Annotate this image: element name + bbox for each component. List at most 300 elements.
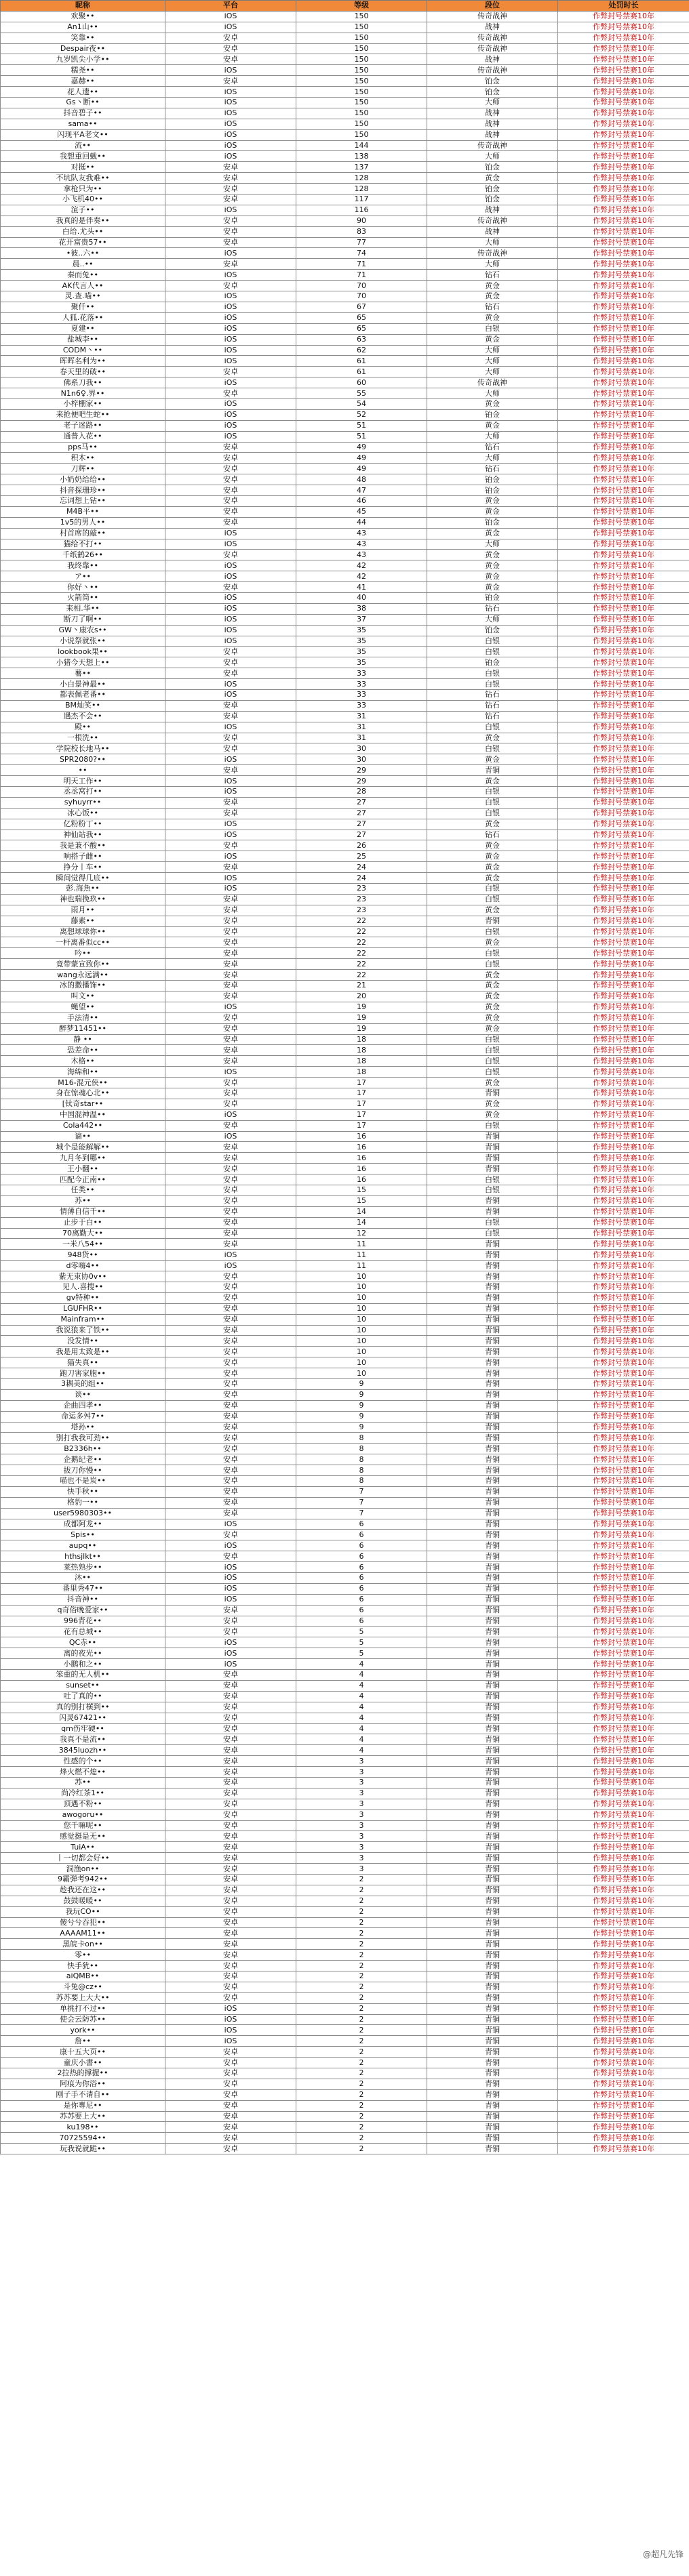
table-row: [1, 528, 689, 539]
table-row: [1, 1067, 689, 1078]
nickname-cell: 黑皖卡on••: [1, 1939, 165, 1950]
penalty-cell: 作弊封号禁赛10年: [558, 485, 689, 496]
table-row: [1, 819, 689, 830]
table-row: [1, 2003, 689, 2014]
rank-cell: 青铜: [427, 1389, 558, 1400]
nickname-cell: An1山••: [1, 22, 165, 33]
table-row: [1, 1562, 689, 1573]
level-cell: 150: [296, 11, 427, 22]
platform-cell: iOS: [165, 98, 296, 108]
platform-cell: 安卓: [165, 916, 296, 926]
platform-cell: 安卓: [165, 195, 296, 205]
rank-cell: 黄金: [427, 905, 558, 916]
level-cell: 8: [296, 1454, 427, 1465]
level-cell: 3: [296, 1864, 427, 1875]
platform-cell: iOS: [165, 345, 296, 356]
penalty-cell: 作弊封号禁赛10年: [558, 560, 689, 571]
penalty-cell: 作弊封号禁赛10年: [558, 550, 689, 560]
platform-cell: 安卓: [165, 808, 296, 819]
table-row: [1, 1389, 689, 1400]
penalty-cell: 作弊封号禁赛10年: [558, 1389, 689, 1400]
table-row: [1, 173, 689, 184]
penalty-cell: 作弊封号禁赛10年: [558, 1594, 689, 1605]
level-cell: 3: [296, 1788, 427, 1799]
rank-cell: 青铜: [427, 1379, 558, 1390]
nickname-cell: 我终靠••: [1, 560, 165, 571]
penalty-cell: 作弊封号禁赛10年: [558, 1034, 689, 1045]
level-cell: 25: [296, 851, 427, 862]
table-row: [1, 485, 689, 496]
level-cell: 150: [296, 87, 427, 98]
table-row: [1, 312, 689, 323]
rank-cell: 铂金: [427, 657, 558, 668]
platform-cell: iOS: [165, 2014, 296, 2025]
nickname-cell: 冰心饭••: [1, 808, 165, 819]
table-row: [1, 54, 689, 65]
platform-cell: 安卓: [165, 582, 296, 593]
rank-cell: 青铜: [427, 2089, 558, 2100]
platform-cell: 安卓: [165, 657, 296, 668]
rank-cell: 青铜: [427, 1325, 558, 1336]
platform-cell: iOS: [165, 1594, 296, 1605]
penalty-cell: 作弊封号禁赛10年: [558, 1992, 689, 2003]
rank-cell: 大师: [427, 453, 558, 464]
penalty-cell: 作弊封号禁赛10年: [558, 506, 689, 517]
table-row: [1, 1723, 689, 1734]
rank-cell: 黄金: [427, 862, 558, 873]
table-row: [1, 87, 689, 98]
nickname-cell: 是你專尼••: [1, 2100, 165, 2111]
rank-cell: 传奇战神: [427, 65, 558, 76]
penalty-cell: 作弊封号禁赛10年: [558, 453, 689, 464]
rank-cell: 黄金: [427, 420, 558, 431]
rank-cell: 大师: [427, 356, 558, 367]
level-cell: 26: [296, 840, 427, 851]
nickname-cell: 企鹅纪老••: [1, 1454, 165, 1465]
platform-cell: iOS: [165, 679, 296, 690]
rank-cell: 青铜: [427, 1788, 558, 1799]
platform-cell: iOS: [165, 1540, 296, 1551]
table-row: [1, 2068, 689, 2079]
level-cell: 17: [296, 1078, 427, 1088]
platform-cell: iOS: [165, 603, 296, 614]
platform-cell: 安卓: [165, 894, 296, 905]
penalty-cell: 作弊封号禁赛10年: [558, 22, 689, 33]
rank-cell: 黄金: [427, 970, 558, 981]
platform-cell: iOS: [165, 1261, 296, 1271]
penalty-cell: 作弊封号禁赛10年: [558, 1465, 689, 1476]
nickname-cell: 晖晖名利为••: [1, 356, 165, 367]
nickname-cell: 小鹏和之••: [1, 1659, 165, 1670]
nickname-cell: 闪现平A老文••: [1, 129, 165, 140]
table-row: [1, 1702, 689, 1713]
table-row: [1, 356, 689, 367]
platform-cell: iOS: [165, 625, 296, 636]
rank-cell: 铂金: [427, 76, 558, 87]
rank-cell: 青铜: [427, 1422, 558, 1433]
penalty-cell: 作弊封号禁赛10年: [558, 2089, 689, 2100]
table-row: [1, 1444, 689, 1454]
penalty-cell: 作弊封号禁赛10年: [558, 948, 689, 959]
platform-cell: iOS: [165, 87, 296, 98]
table-row: [1, 743, 689, 754]
table-row: [1, 1250, 689, 1261]
rank-cell: 大师: [427, 388, 558, 399]
level-cell: 35: [296, 636, 427, 647]
level-cell: 16: [296, 1131, 427, 1142]
nickname-cell: 糯尧••: [1, 65, 165, 76]
penalty-cell: 作弊封号禁赛10年: [558, 1142, 689, 1153]
penalty-cell: 作弊封号禁赛10年: [558, 281, 689, 291]
level-cell: 3: [296, 1810, 427, 1820]
level-cell: 3: [296, 1767, 427, 1778]
level-cell: 2: [296, 2036, 427, 2047]
level-cell: 2: [296, 1928, 427, 1939]
header-rank: 段位: [427, 1, 558, 12]
level-cell: 8: [296, 1433, 427, 1444]
level-cell: 51: [296, 420, 427, 431]
rank-cell: 白银: [427, 647, 558, 657]
rank-cell: 青铜: [427, 1831, 558, 1842]
table-row: [1, 140, 689, 151]
level-cell: 31: [296, 733, 427, 743]
penalty-cell: 作弊封号禁赛10年: [558, 1820, 689, 1831]
penalty-cell: 作弊封号禁赛10年: [558, 1627, 689, 1637]
nickname-cell: 丨一切都会好••: [1, 1853, 165, 1864]
level-cell: 27: [296, 819, 427, 830]
penalty-cell: 作弊封号禁赛10年: [558, 1131, 689, 1142]
penalty-cell: 作弊封号禁赛10年: [558, 1680, 689, 1691]
penalty-cell: 作弊封号禁赛10年: [558, 442, 689, 453]
platform-cell: iOS: [165, 2025, 296, 2036]
table-row: [1, 1745, 689, 1756]
nickname-cell: 没发情••: [1, 1336, 165, 1347]
penalty-cell: 作弊封号禁赛10年: [558, 743, 689, 754]
penalty-cell: 作弊封号禁赛10年: [558, 733, 689, 743]
table-row: [1, 1874, 689, 1885]
nickname-cell: 抖音神••: [1, 1594, 165, 1605]
table-row: [1, 119, 689, 129]
penalty-cell: 作弊封号禁赛10年: [558, 2058, 689, 2068]
level-cell: 17: [296, 1099, 427, 1109]
rank-cell: 铂金: [427, 162, 558, 173]
rank-cell: 传奇战神: [427, 11, 558, 22]
rank-cell: 白银: [427, 679, 558, 690]
penalty-cell: 作弊封号禁赛10年: [558, 1734, 689, 1745]
nickname-cell: 我是兼不酸••: [1, 840, 165, 851]
rank-cell: 大师: [427, 367, 558, 377]
level-cell: 16: [296, 1164, 427, 1174]
level-cell: 2: [296, 2122, 427, 2133]
nickname-cell: 喵也不是炭••: [1, 1476, 165, 1487]
level-cell: 4: [296, 1702, 427, 1713]
level-cell: 38: [296, 603, 427, 614]
level-cell: 65: [296, 312, 427, 323]
table-row: [1, 205, 689, 216]
table-row: [1, 1292, 689, 1303]
rank-cell: 黄金: [427, 981, 558, 991]
level-cell: 61: [296, 367, 427, 377]
penalty-cell: 作弊封号禁赛10年: [558, 1023, 689, 1034]
rank-cell: 黄金: [427, 571, 558, 582]
nickname-cell: 响搭子雌••: [1, 851, 165, 862]
rank-cell: 青铜: [427, 1314, 558, 1325]
table-row: [1, 1508, 689, 1519]
platform-cell: 安卓: [165, 1702, 296, 1713]
penalty-cell: 作弊封号禁赛10年: [558, 1767, 689, 1778]
rank-cell: 大师: [427, 345, 558, 356]
platform-cell: iOS: [165, 151, 296, 162]
penalty-cell: 作弊封号禁赛10年: [558, 1271, 689, 1282]
platform-cell: iOS: [165, 754, 296, 765]
level-cell: 2: [296, 1961, 427, 1971]
nickname-cell: 一米八54••: [1, 1239, 165, 1250]
level-cell: 14: [296, 1217, 427, 1228]
nickname-cell: 番里秀47••: [1, 1583, 165, 1594]
penalty-cell: 作弊封号禁赛10年: [558, 1799, 689, 1810]
level-cell: 2: [296, 2058, 427, 2068]
nickname-cell: 康十五大页••: [1, 2047, 165, 2058]
rank-cell: 黄金: [427, 851, 558, 862]
nickname-cell: 快手秋••: [1, 1486, 165, 1497]
rank-cell: 青铜: [427, 1616, 558, 1627]
rank-cell: 战神: [427, 129, 558, 140]
platform-cell: iOS: [165, 560, 296, 571]
platform-cell: 安卓: [165, 1013, 296, 1023]
rank-cell: 青铜: [427, 1142, 558, 1153]
rank-cell: 青铜: [427, 2144, 558, 2154]
platform-cell: iOS: [165, 119, 296, 129]
platform-cell: 安卓: [165, 1486, 296, 1497]
platform-cell: iOS: [165, 302, 296, 312]
table-row: [1, 894, 689, 905]
table-row: [1, 1078, 689, 1088]
nickname-cell: 学院校长地马••: [1, 743, 165, 754]
table-row: [1, 76, 689, 87]
platform-cell: iOS: [165, 722, 296, 733]
platform-cell: iOS: [165, 420, 296, 431]
nickname-cell: 猫失真••: [1, 1357, 165, 1368]
penalty-cell: 作弊封号禁赛10年: [558, 528, 689, 539]
penalty-cell: 作弊封号禁赛10年: [558, 1368, 689, 1379]
table-row: [1, 2025, 689, 2036]
table-row: [1, 22, 689, 33]
rank-cell: 青铜: [427, 1756, 558, 1767]
level-cell: 2: [296, 2144, 427, 2154]
nickname-cell: 我是用太致是••: [1, 1347, 165, 1357]
rank-cell: 青铜: [427, 1551, 558, 1562]
table-row: [1, 226, 689, 237]
rank-cell: 黄金: [427, 776, 558, 787]
level-cell: 22: [296, 937, 427, 948]
nickname-cell: 真的别打横到••: [1, 1702, 165, 1713]
rank-cell: 青铜: [427, 1131, 558, 1142]
level-cell: 6: [296, 1519, 427, 1530]
platform-cell: 安卓: [165, 1842, 296, 1853]
penalty-cell: 作弊封号禁赛10年: [558, 1530, 689, 1540]
rank-cell: 白银: [427, 722, 558, 733]
table-row: [1, 1540, 689, 1551]
penalty-cell: 作弊封号禁赛10年: [558, 108, 689, 119]
platform-cell: iOS: [165, 830, 296, 840]
nickname-cell: 拿枪只为••: [1, 184, 165, 195]
level-cell: 22: [296, 948, 427, 959]
rank-cell: 青铜: [427, 1088, 558, 1099]
nickname-cell: [钛奇star••: [1, 1099, 165, 1109]
rank-cell: 白银: [427, 787, 558, 798]
rank-cell: 青铜: [427, 1250, 558, 1261]
nickname-cell: 身在惊魂心北••: [1, 1088, 165, 1099]
rank-cell: 大师: [427, 259, 558, 270]
platform-cell: iOS: [165, 11, 296, 22]
rank-cell: 白银: [427, 808, 558, 819]
penalty-cell: 作弊封号禁赛10年: [558, 323, 689, 334]
table-row: [1, 237, 689, 248]
table-row: [1, 1659, 689, 1670]
penalty-cell: 作弊封号禁赛10年: [558, 1745, 689, 1756]
penalty-cell: 作弊封号禁赛10年: [558, 840, 689, 851]
rank-cell: 青铜: [427, 1971, 558, 1982]
nickname-cell: aiQMB••: [1, 1971, 165, 1982]
platform-cell: iOS: [165, 873, 296, 884]
nickname-cell: 我想重回戴••: [1, 151, 165, 162]
table-row: [1, 334, 689, 345]
platform-cell: 安卓: [165, 840, 296, 851]
platform-cell: 安卓: [165, 1228, 296, 1239]
penalty-cell: 作弊封号禁赛10年: [558, 862, 689, 873]
platform-cell: iOS: [165, 248, 296, 259]
platform-cell: 安卓: [165, 495, 296, 506]
rank-cell: 钻石: [427, 711, 558, 722]
level-cell: 2: [296, 2014, 427, 2025]
platform-cell: 安卓: [165, 1368, 296, 1379]
platform-cell: 安卓: [165, 173, 296, 184]
nickname-cell: gv特种••: [1, 1292, 165, 1303]
table-row: [1, 1164, 689, 1174]
platform-cell: 安卓: [165, 647, 296, 657]
rank-cell: 白银: [427, 1045, 558, 1056]
platform-cell: 安卓: [165, 184, 296, 195]
level-cell: 24: [296, 862, 427, 873]
rank-cell: 青铜: [427, 1164, 558, 1174]
table-row: [1, 1465, 689, 1476]
platform-cell: iOS: [165, 1067, 296, 1078]
table-row: [1, 539, 689, 550]
rank-cell: 黄金: [427, 528, 558, 539]
level-cell: 46: [296, 495, 427, 506]
level-cell: 5: [296, 1648, 427, 1659]
table-row: [1, 560, 689, 571]
table-row: [1, 1810, 689, 1820]
table-row: [1, 1971, 689, 1982]
platform-cell: 安卓: [165, 765, 296, 776]
table-row: [1, 1400, 689, 1411]
rank-cell: 黄金: [427, 173, 558, 184]
rank-cell: 大师: [427, 614, 558, 625]
level-cell: 2: [296, 2068, 427, 2079]
nickname-cell: 见人.喜搜••: [1, 1282, 165, 1292]
nickname-cell: Spis••: [1, 1530, 165, 1540]
platform-cell: 安卓: [165, 1767, 296, 1778]
platform-cell: 安卓: [165, 1422, 296, 1433]
penalty-cell: 作弊封号禁赛10年: [558, 959, 689, 970]
rank-cell: 大师: [427, 431, 558, 442]
table-row: [1, 270, 689, 281]
penalty-cell: 作弊封号禁赛10年: [558, 1702, 689, 1713]
nickname-cell: 我真的是伴奏••: [1, 216, 165, 226]
level-cell: 9: [296, 1379, 427, 1390]
table-row: [1, 1357, 689, 1368]
penalty-cell: 作弊封号禁赛10年: [558, 679, 689, 690]
level-cell: 9: [296, 1389, 427, 1400]
nickname-cell: 欢聚••: [1, 11, 165, 22]
platform-cell: 安卓: [165, 1282, 296, 1292]
table-row: [1, 1594, 689, 1605]
level-cell: 10: [296, 1325, 427, 1336]
table-row: [1, 1476, 689, 1487]
platform-cell: 安卓: [165, 1195, 296, 1206]
penalty-cell: 作弊封号禁赛10年: [558, 2079, 689, 2089]
penalty-cell: 作弊封号禁赛10年: [558, 216, 689, 226]
table-row: [1, 1045, 689, 1056]
nickname-cell: 70725594••: [1, 2133, 165, 2144]
nickname-cell: •彼..六••: [1, 248, 165, 259]
table-row: [1, 1013, 689, 1023]
penalty-cell: 作弊封号禁赛10年: [558, 905, 689, 916]
platform-cell: iOS: [165, 270, 296, 281]
rank-cell: 黄金: [427, 312, 558, 323]
table-row: [1, 431, 689, 442]
penalty-cell: 作弊封号禁赛10年: [558, 776, 689, 787]
rank-cell: 青铜: [427, 1444, 558, 1454]
nickname-cell: 王小翻••: [1, 1164, 165, 1174]
table-row: [1, 388, 689, 399]
platform-cell: iOS: [165, 1583, 296, 1594]
table-row: [1, 2047, 689, 2058]
penalty-cell: 作弊封号禁赛10年: [558, 2003, 689, 2014]
platform-cell: 安卓: [165, 1605, 296, 1616]
table-row: [1, 1422, 689, 1433]
rank-cell: 传奇战神: [427, 377, 558, 388]
nickname-cell: 吟••: [1, 948, 165, 959]
table-row: [1, 1120, 689, 1131]
penalty-cell: 作弊封号禁赛10年: [558, 140, 689, 151]
nickname-cell: 竟带蒙宣致你••: [1, 959, 165, 970]
penalty-cell: 作弊封号禁赛10年: [558, 2036, 689, 2047]
rank-cell: 青铜: [427, 1939, 558, 1950]
rank-cell: 青铜: [427, 1497, 558, 1508]
platform-cell: iOS: [165, 1648, 296, 1659]
rank-cell: 钻石: [427, 603, 558, 614]
table-row: [1, 1368, 689, 1379]
platform-cell: 安卓: [165, 281, 296, 291]
level-cell: 10: [296, 1303, 427, 1314]
platform-cell: 安卓: [165, 1508, 296, 1519]
level-cell: 150: [296, 119, 427, 129]
penalty-cell: 作弊封号禁赛10年: [558, 808, 689, 819]
platform-cell: 安卓: [165, 1444, 296, 1454]
platform-cell: 安卓: [165, 485, 296, 496]
level-cell: 4: [296, 1723, 427, 1734]
nickname-cell: sunset••: [1, 1680, 165, 1691]
nickname-cell: 对挺••: [1, 162, 165, 173]
platform-cell: 安卓: [165, 711, 296, 722]
penalty-cell: 作弊封号禁赛10年: [558, 1292, 689, 1303]
level-cell: 8: [296, 1476, 427, 1487]
penalty-cell: 作弊封号禁赛10年: [558, 830, 689, 840]
platform-cell: iOS: [165, 1573, 296, 1584]
rank-cell: 青铜: [427, 1239, 558, 1250]
